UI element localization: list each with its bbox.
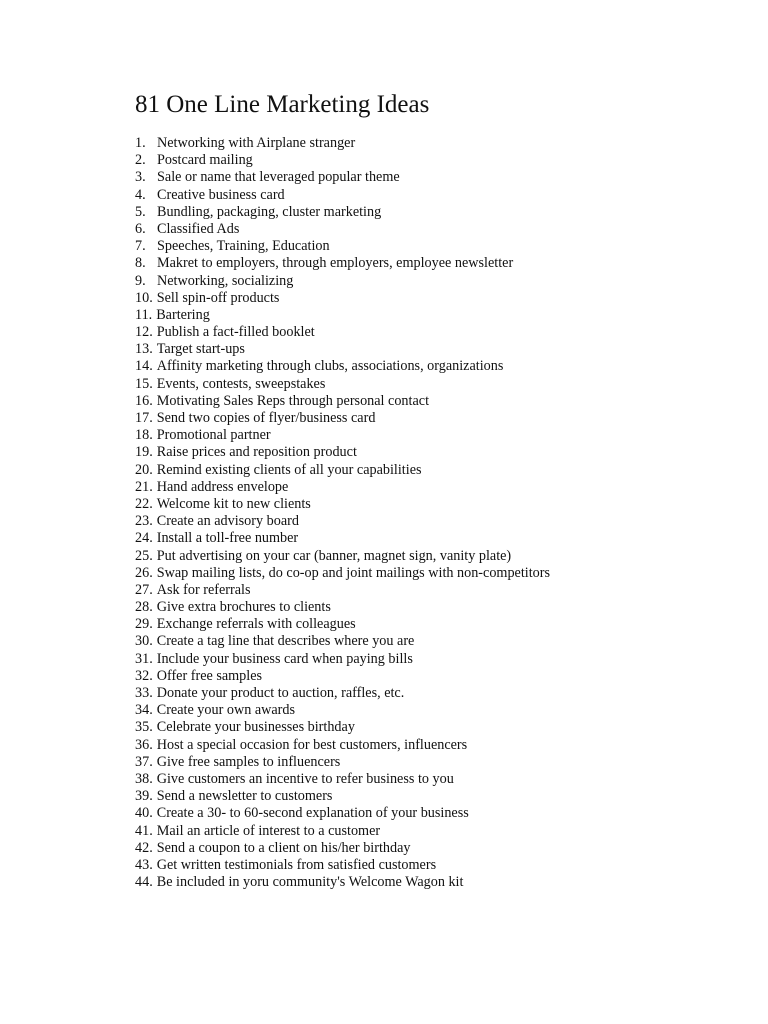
list-item xyxy=(135,307,550,324)
list-item-text: Welcome kit to new clients xyxy=(156,495,311,512)
list-item-text: Target start-ups xyxy=(156,341,245,358)
list-item-number: 1. xyxy=(135,135,146,151)
list-item-text: Mail an article of interest to a customer xyxy=(156,822,381,839)
page-title: 81 One Line Marketing Ideas xyxy=(135,91,430,118)
list-item-text: Bartering xyxy=(156,306,210,323)
list-item xyxy=(135,169,550,186)
list-item-text: Celebrate your businesses birthday xyxy=(156,719,355,736)
list-item-text: Offer free samples xyxy=(156,667,263,684)
list-item xyxy=(135,152,550,169)
list-item xyxy=(135,651,550,668)
list-item-number: 27. xyxy=(135,581,153,598)
list-item-text: Host a special occasion for best customers, influencers xyxy=(156,736,468,753)
list-item xyxy=(135,221,550,238)
list-item-number: 15. xyxy=(135,375,153,392)
list-item-number: 12. xyxy=(135,324,153,341)
list-item xyxy=(135,754,550,771)
list-item-text: Networking, socializing xyxy=(157,272,294,289)
list-item-text: Affinity marketing through clubs, associations, organizations xyxy=(156,358,504,375)
list-item-number: 23. xyxy=(135,513,153,530)
list-item xyxy=(135,668,550,685)
list-item xyxy=(135,840,550,857)
list-item xyxy=(135,823,550,840)
list-item-text: Networking with Airplane stranger xyxy=(157,135,356,151)
list-item-number: 30. xyxy=(135,633,153,650)
list-item-text: Classified Ads xyxy=(157,220,240,237)
list-item xyxy=(135,135,550,152)
list-item-text: Swap mailing lists, do co-op and joint mailings with non-competitors xyxy=(156,564,551,581)
list-item-number: 10. xyxy=(135,289,153,306)
list-item xyxy=(135,393,550,410)
list-item-text: Exchange referrals with colleagues xyxy=(156,616,356,633)
list-item-number: 20. xyxy=(135,461,153,478)
list-item-number: 33. xyxy=(135,685,153,701)
list-item-number: 9. xyxy=(135,272,146,289)
list-item-text: Promotional partner xyxy=(156,427,271,444)
list-item-number: 16. xyxy=(135,392,153,409)
list-item-text: Speeches, Training, Education xyxy=(157,238,330,255)
list-item xyxy=(135,410,550,427)
list-item-text: Creative business card xyxy=(157,186,285,203)
list-item-text: Publish a fact-filled booklet xyxy=(156,324,315,341)
list-item-text: Install a toll-free number xyxy=(156,530,299,547)
list-item xyxy=(135,513,550,530)
list-item-text: Include your business card when paying bills xyxy=(156,650,413,667)
list-item-number: 28. xyxy=(135,599,153,616)
list-item xyxy=(135,341,550,358)
list-item-number: 36. xyxy=(135,736,153,753)
list-item xyxy=(135,187,550,204)
list-item-number: 8. xyxy=(135,255,146,272)
list-item xyxy=(135,530,550,547)
list-item-text: Get written testimonials from satisfied customers xyxy=(156,856,437,873)
list-item xyxy=(135,599,550,616)
list-item-number: 37. xyxy=(135,753,153,770)
list-item-text: Put advertising on your car (banner, magnet sign, vanity plate) xyxy=(156,547,512,564)
list-item-number: 19. xyxy=(135,444,153,461)
list-item-text: Send two copies of flyer/business card xyxy=(156,410,376,426)
list-item-number: 39. xyxy=(135,788,153,805)
list-item-number: 7. xyxy=(135,238,146,255)
list-item xyxy=(135,376,550,393)
marketing-ideas-list xyxy=(135,135,550,891)
list-item-number: 40. xyxy=(135,805,153,822)
list-item-number: 26. xyxy=(135,564,153,581)
list-item-number: 21. xyxy=(135,478,153,495)
list-item xyxy=(135,771,550,788)
list-item-text: Events, contests, sweepstakes xyxy=(156,375,326,392)
list-item-number: 24. xyxy=(135,530,153,547)
list-item-number: 25. xyxy=(135,547,153,564)
list-item-number: 5. xyxy=(135,203,146,220)
list-item-text: Be included in yoru community's Welcome Wagon kit xyxy=(156,874,464,891)
list-item xyxy=(135,548,550,565)
list-item-number: 2. xyxy=(135,152,146,169)
list-item xyxy=(135,255,550,272)
list-item xyxy=(135,273,550,290)
list-item-text: Send a coupon to a client on his/her birthday xyxy=(156,839,411,856)
list-item xyxy=(135,427,550,444)
list-item-text: Create a tag line that describes where you are xyxy=(156,633,415,650)
list-item-text: Create your own awards xyxy=(156,702,296,719)
list-item-number: 29. xyxy=(135,616,153,633)
list-item-text: Motivating Sales Reps through personal contact xyxy=(156,392,430,409)
list-item xyxy=(135,565,550,582)
list-item-text: Remind existing clients of all your capabilities xyxy=(156,461,422,478)
list-item xyxy=(135,324,550,341)
list-item-text: Create a 30- to 60-second explanation of your business xyxy=(156,805,469,822)
list-item-number: 13. xyxy=(135,341,153,358)
list-item-number: 41. xyxy=(135,822,153,839)
list-item-number: 11. xyxy=(135,306,153,323)
list-item-number: 34. xyxy=(135,702,153,719)
list-item xyxy=(135,702,550,719)
list-item xyxy=(135,582,550,599)
list-item-text: Give customers an incentive to refer business to you xyxy=(156,770,454,787)
list-item xyxy=(135,719,550,736)
list-item xyxy=(135,616,550,633)
list-item-text: Postcard mailing xyxy=(157,152,253,169)
list-item xyxy=(135,788,550,805)
list-item-number: 18. xyxy=(135,427,153,444)
list-item-number: 44. xyxy=(135,874,153,891)
list-item xyxy=(135,290,550,307)
list-item xyxy=(135,462,550,479)
list-item-number: 43. xyxy=(135,856,153,873)
list-item-text: Donate your product to auction, raffles, etc. xyxy=(156,685,405,701)
list-item-number: 14. xyxy=(135,358,153,375)
list-item xyxy=(135,204,550,221)
list-item-text: Ask for referrals xyxy=(156,581,251,598)
list-item-number: 22. xyxy=(135,495,153,512)
list-item xyxy=(135,737,550,754)
list-item-text: Create an advisory board xyxy=(156,513,299,530)
list-item xyxy=(135,685,550,702)
list-item xyxy=(135,633,550,650)
list-item xyxy=(135,358,550,375)
list-item-number: 17. xyxy=(135,410,153,426)
list-item-text: Give free samples to influencers xyxy=(156,753,341,770)
list-item-number: 3. xyxy=(135,169,146,186)
list-item-text: Sale or name that leveraged popular theme xyxy=(157,169,400,186)
list-item xyxy=(135,444,550,461)
list-item xyxy=(135,805,550,822)
list-item xyxy=(135,496,550,513)
list-item xyxy=(135,479,550,496)
list-item-text: Give extra brochures to clients xyxy=(156,599,331,616)
list-item xyxy=(135,238,550,255)
list-item-text: Send a newsletter to customers xyxy=(156,788,333,805)
list-item-text: Raise prices and reposition product xyxy=(156,444,357,461)
list-item-text: Sell spin-off products xyxy=(156,289,280,306)
list-item-text: Bundling, packaging, cluster marketing xyxy=(157,203,382,220)
list-item xyxy=(135,874,550,891)
list-item xyxy=(135,857,550,874)
list-item-text: Hand address envelope xyxy=(156,478,289,495)
list-item-number: 35. xyxy=(135,719,153,736)
list-item-number: 6. xyxy=(135,220,146,237)
list-item-number: 42. xyxy=(135,839,153,856)
list-item-number: 38. xyxy=(135,770,153,787)
list-item-number: 4. xyxy=(135,186,146,203)
list-item-number: 32. xyxy=(135,667,153,684)
list-item-text: Makret to employers, through employers, employee newsletter xyxy=(157,255,514,272)
list-item-number: 31. xyxy=(135,650,153,667)
